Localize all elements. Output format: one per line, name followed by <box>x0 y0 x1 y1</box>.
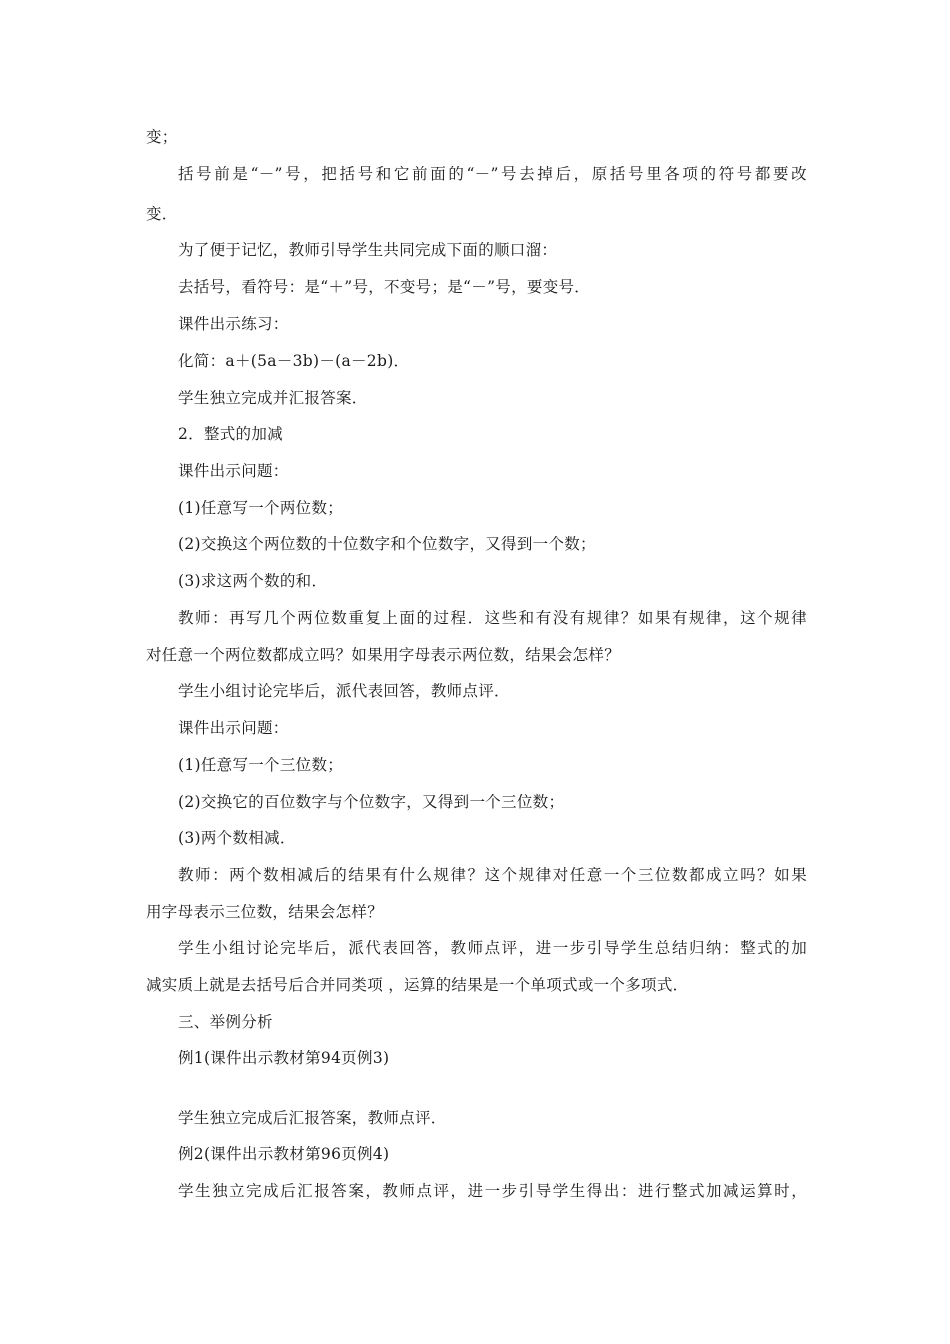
text-line: 减实质上就是去括号后合并同类项 ，运算的结果是一个单项式或一个多项式． <box>146 976 689 994</box>
text-line: 例2(课件出示教材第96页例4) <box>178 1145 390 1163</box>
text-line: 教师：两个数相减后的结果有什么规律？这个规律对任意一个三位数都成立吗？如果 <box>178 866 807 884</box>
text-line: 教师：再写几个两位数重复上面的过程．这些和有没有规律？如果有规律，这个规律 <box>178 609 807 627</box>
text-line: (3)两个数相减． <box>178 829 296 847</box>
text-line: 为了便于记忆，教师引导学生共同完成下面的顺口溜： <box>178 241 558 259</box>
section-heading: 三、举例分析 <box>178 1013 273 1031</box>
text-line: 学生独立完成并汇报答案． <box>178 389 368 407</box>
text-line: 学生独立完成后汇报答案，教师点评． <box>178 1109 447 1127</box>
text-line: 括号前是“－”号，把括号和它前面的“－”号去掉后，原括号里各项的符号都要改 <box>178 165 807 183</box>
text-line: 对任意一个两位数都成立吗？如果用字母表示两位数，结果会怎样？ <box>146 646 621 664</box>
text-line: 课件出示问题： <box>178 462 289 480</box>
text-line: (1)任意写一个两位数； <box>178 499 344 517</box>
text-line: 学生小组讨论完毕后，派代表回答，教师点评，进一步引导学生总结归纳：整式的加 <box>178 939 807 957</box>
text-line: (2)交换这个两位数的十位数字和个位数字，又得到一个数； <box>178 535 596 553</box>
text-line: (2)交换它的百位数字与个位数字，又得到一个三位数； <box>178 793 565 811</box>
text-line: 变； <box>146 128 178 146</box>
text-line: 课件出示练习： <box>178 315 289 333</box>
text-line: 去括号，看符号：是“＋”号，不变号；是“－”号，要变号． <box>178 278 591 296</box>
text-line: 学生独立完成后汇报答案，教师点评，进一步引导学生得出：进行整式加减运算时， <box>178 1182 807 1200</box>
text-line: 学生小组讨论完毕后，派代表回答，教师点评． <box>178 682 510 700</box>
text-line: 课件出示问题： <box>178 719 289 737</box>
text-line: 用字母表示三位数，结果会怎样？ <box>146 903 384 921</box>
text-line: 例1(课件出示教材第94页例3) <box>178 1049 390 1067</box>
text-line: (1)任意写一个三位数； <box>178 756 344 774</box>
text-line: 化简：a＋(5a－3b)－(a－2b)． <box>178 352 410 370</box>
text-line: (3)求这两个数的和． <box>178 572 328 590</box>
text-line: 变． <box>146 205 178 223</box>
section-heading: 2．整式的加减 <box>178 425 283 443</box>
